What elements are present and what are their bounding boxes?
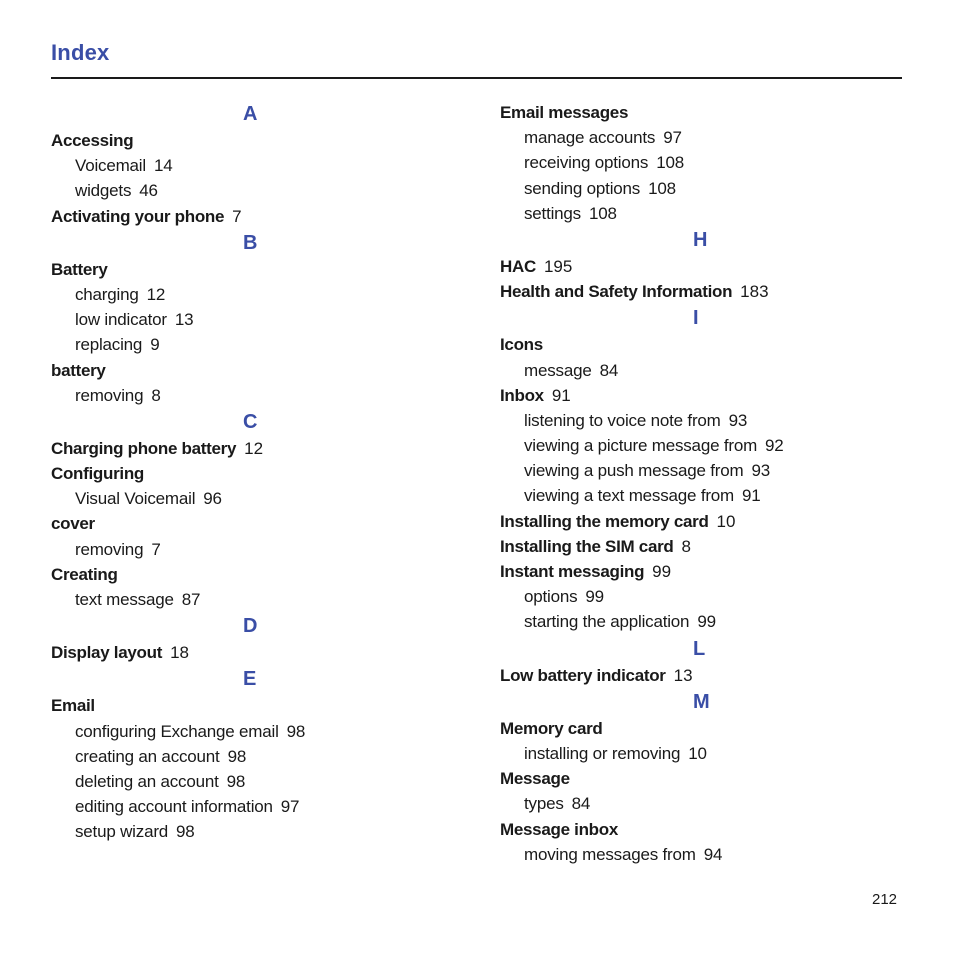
index-term: Instant messaging xyxy=(500,562,645,581)
page-reference: 18 xyxy=(170,643,189,663)
index-entry xyxy=(500,663,900,688)
page-reference: 46 xyxy=(139,181,158,201)
index-subterm: manage accounts xyxy=(524,128,656,148)
page-reference: 91 xyxy=(551,385,571,405)
page-reference: 13 xyxy=(673,665,693,685)
index-subentry xyxy=(500,842,900,867)
page-reference: 8 xyxy=(681,536,691,556)
index-term: cover xyxy=(51,514,95,534)
page-reference: 97 xyxy=(663,128,682,148)
index-entry xyxy=(500,279,900,304)
page-title: Index xyxy=(51,40,110,65)
index-subterm: viewing a picture message from xyxy=(524,436,758,456)
index-subentry xyxy=(51,383,451,408)
page-reference: 108 xyxy=(589,203,617,223)
index-subterm: starting the application xyxy=(524,612,690,632)
page-reference: 97 xyxy=(280,797,300,817)
index-subterm: sending options xyxy=(524,178,641,198)
index-subentry xyxy=(51,819,451,844)
index-letter-heading: H xyxy=(693,228,708,251)
index-entry xyxy=(51,358,451,383)
page-reference: 94 xyxy=(703,844,723,864)
index-entry xyxy=(500,509,900,534)
index-term: HAC xyxy=(500,256,536,276)
index-term: Installing the SIM card xyxy=(500,536,674,556)
index-term: Low battery indicator xyxy=(500,665,666,685)
page-reference: 99 xyxy=(585,587,604,607)
index-subterm: text message xyxy=(75,590,174,609)
page-reference: 12 xyxy=(244,438,264,458)
page-reference: 92 xyxy=(765,436,784,456)
index-subentry xyxy=(500,201,900,226)
index-entry xyxy=(51,436,451,461)
index-entry xyxy=(51,128,451,153)
index-entry xyxy=(500,254,900,279)
page-reference: 98 xyxy=(286,721,306,741)
index-subentry xyxy=(500,358,900,383)
index-subentry xyxy=(500,150,900,175)
index-letter-heading: I xyxy=(693,307,699,330)
index-entry xyxy=(500,332,900,357)
page-reference: 8 xyxy=(151,385,161,405)
page-reference: 9 xyxy=(150,335,160,355)
page-reference: 91 xyxy=(742,486,761,506)
page-reference: 98 xyxy=(176,822,195,842)
index-term: Charging phone battery xyxy=(51,438,237,458)
index-subentry xyxy=(51,282,451,307)
index-subterm: types xyxy=(524,794,564,814)
page-reference: 108 xyxy=(656,153,684,173)
index-subentry xyxy=(51,178,451,203)
index-term: Battery xyxy=(51,259,108,279)
page-reference: 84 xyxy=(599,360,619,380)
index-entry xyxy=(51,204,451,229)
index-term: Creating xyxy=(51,564,118,584)
index-entry xyxy=(51,640,451,665)
index-subterm: setup wizard xyxy=(75,822,169,842)
page-number: 212 xyxy=(872,891,898,908)
index-subentry xyxy=(51,153,451,178)
index-letter-heading: E xyxy=(243,668,257,691)
index-letter-heading: L xyxy=(693,637,706,660)
index-subentry xyxy=(500,433,900,458)
index-subterm: removing xyxy=(75,539,144,559)
index-subentry xyxy=(51,332,451,357)
index-term: Email messages xyxy=(500,103,629,122)
page-reference: 183 xyxy=(740,282,769,302)
index-subterm: receiving options xyxy=(524,153,649,173)
index-subentry xyxy=(500,584,900,609)
index-letter-heading: A xyxy=(243,103,258,125)
index-entry xyxy=(51,461,451,486)
index-entry xyxy=(500,716,900,741)
index-subentry xyxy=(500,483,900,508)
index-subterm: removing xyxy=(75,385,144,405)
index-entry xyxy=(500,559,900,584)
page-reference: 99 xyxy=(697,612,716,632)
page-reference: 14 xyxy=(153,156,173,176)
index-term: Email xyxy=(51,696,95,716)
index-subentry xyxy=(51,794,451,819)
index-subentry xyxy=(51,769,451,794)
page-reference: 98 xyxy=(226,771,246,791)
index-entry xyxy=(51,511,451,536)
page-reference: 7 xyxy=(151,539,161,559)
index-entry xyxy=(51,257,451,282)
page-reference: 84 xyxy=(571,794,591,814)
index-subterm: moving messages from xyxy=(524,844,696,864)
page-reference: 108 xyxy=(648,178,676,198)
index-term: Activating your phone xyxy=(51,206,225,226)
index-subterm: replacing xyxy=(75,335,143,355)
index-letter-heading: B xyxy=(243,231,258,254)
index-subterm: Voicemail xyxy=(75,156,146,176)
index-subterm: viewing a push message from xyxy=(524,461,744,481)
index-entry xyxy=(51,693,451,718)
index-entry xyxy=(500,383,900,408)
index-term: Message xyxy=(500,769,570,789)
index-subentry xyxy=(51,744,451,769)
page-reference: 12 xyxy=(146,284,166,304)
index-term: Accessing xyxy=(51,131,134,150)
index-subterm: creating an account xyxy=(75,746,220,766)
page-reference: 93 xyxy=(728,410,748,430)
index-subterm: options xyxy=(524,587,578,607)
index-subentry xyxy=(51,307,451,332)
index-subterm: configuring Exchange email xyxy=(75,721,279,741)
index-subentry xyxy=(500,741,900,766)
index-subterm: settings xyxy=(524,203,581,223)
index-subterm: viewing a text message from xyxy=(524,486,735,506)
index-entry xyxy=(51,562,451,587)
index-subterm: message xyxy=(524,360,592,380)
index-subentry xyxy=(500,125,900,150)
index-subterm: widgets xyxy=(75,181,132,201)
index-term: Message inbox xyxy=(500,819,618,839)
index-term: Memory card xyxy=(500,718,603,738)
page-reference: 10 xyxy=(716,511,736,531)
index-subterm: charging xyxy=(75,284,139,304)
page-reference: 87 xyxy=(181,590,201,609)
index-subentry xyxy=(51,486,451,511)
page-reference: 96 xyxy=(203,489,222,509)
index-letter-heading: D xyxy=(243,615,258,638)
page-reference: 93 xyxy=(751,461,771,481)
index-subentry xyxy=(500,609,900,634)
index-term: Health and Safety Information xyxy=(500,282,733,302)
index-term: Icons xyxy=(500,335,543,355)
page-reference: 7 xyxy=(232,206,242,226)
index-term: Display layout xyxy=(51,643,163,663)
index-subterm: deleting an account xyxy=(75,771,219,791)
index-subterm: installing or removing xyxy=(524,743,681,763)
index-subentry xyxy=(51,537,451,562)
index-subentry xyxy=(51,719,451,744)
index-term: Inbox xyxy=(500,385,544,405)
page-reference: 98 xyxy=(227,746,247,766)
index-subterm: listening to voice note from xyxy=(524,410,721,430)
index-subentry xyxy=(500,408,900,433)
index-letter-heading: C xyxy=(243,410,258,433)
page-reference: 13 xyxy=(174,310,194,330)
index-left-column xyxy=(51,100,451,845)
index-term: Installing the memory card xyxy=(500,511,709,531)
page-reference: 10 xyxy=(688,743,707,763)
index-entry xyxy=(500,534,900,559)
index-right-column xyxy=(500,100,900,867)
index-entry xyxy=(500,817,900,842)
index-subentry xyxy=(500,458,900,483)
index-subentry xyxy=(500,791,900,816)
index-entry xyxy=(500,766,900,791)
index-subentry xyxy=(51,587,451,612)
page-reference: 195 xyxy=(543,256,573,276)
index-letter-heading: M xyxy=(693,690,710,713)
index-subterm: Visual Voicemail xyxy=(75,489,196,509)
index-subentry xyxy=(500,176,900,201)
index-entry xyxy=(500,100,900,125)
index-subterm: editing account information xyxy=(75,797,273,817)
page-reference: 99 xyxy=(652,562,672,581)
title-rule xyxy=(51,77,902,79)
index-subterm: low indicator xyxy=(75,310,167,330)
index-term: Configuring xyxy=(51,464,145,484)
index-term: battery xyxy=(51,360,106,380)
